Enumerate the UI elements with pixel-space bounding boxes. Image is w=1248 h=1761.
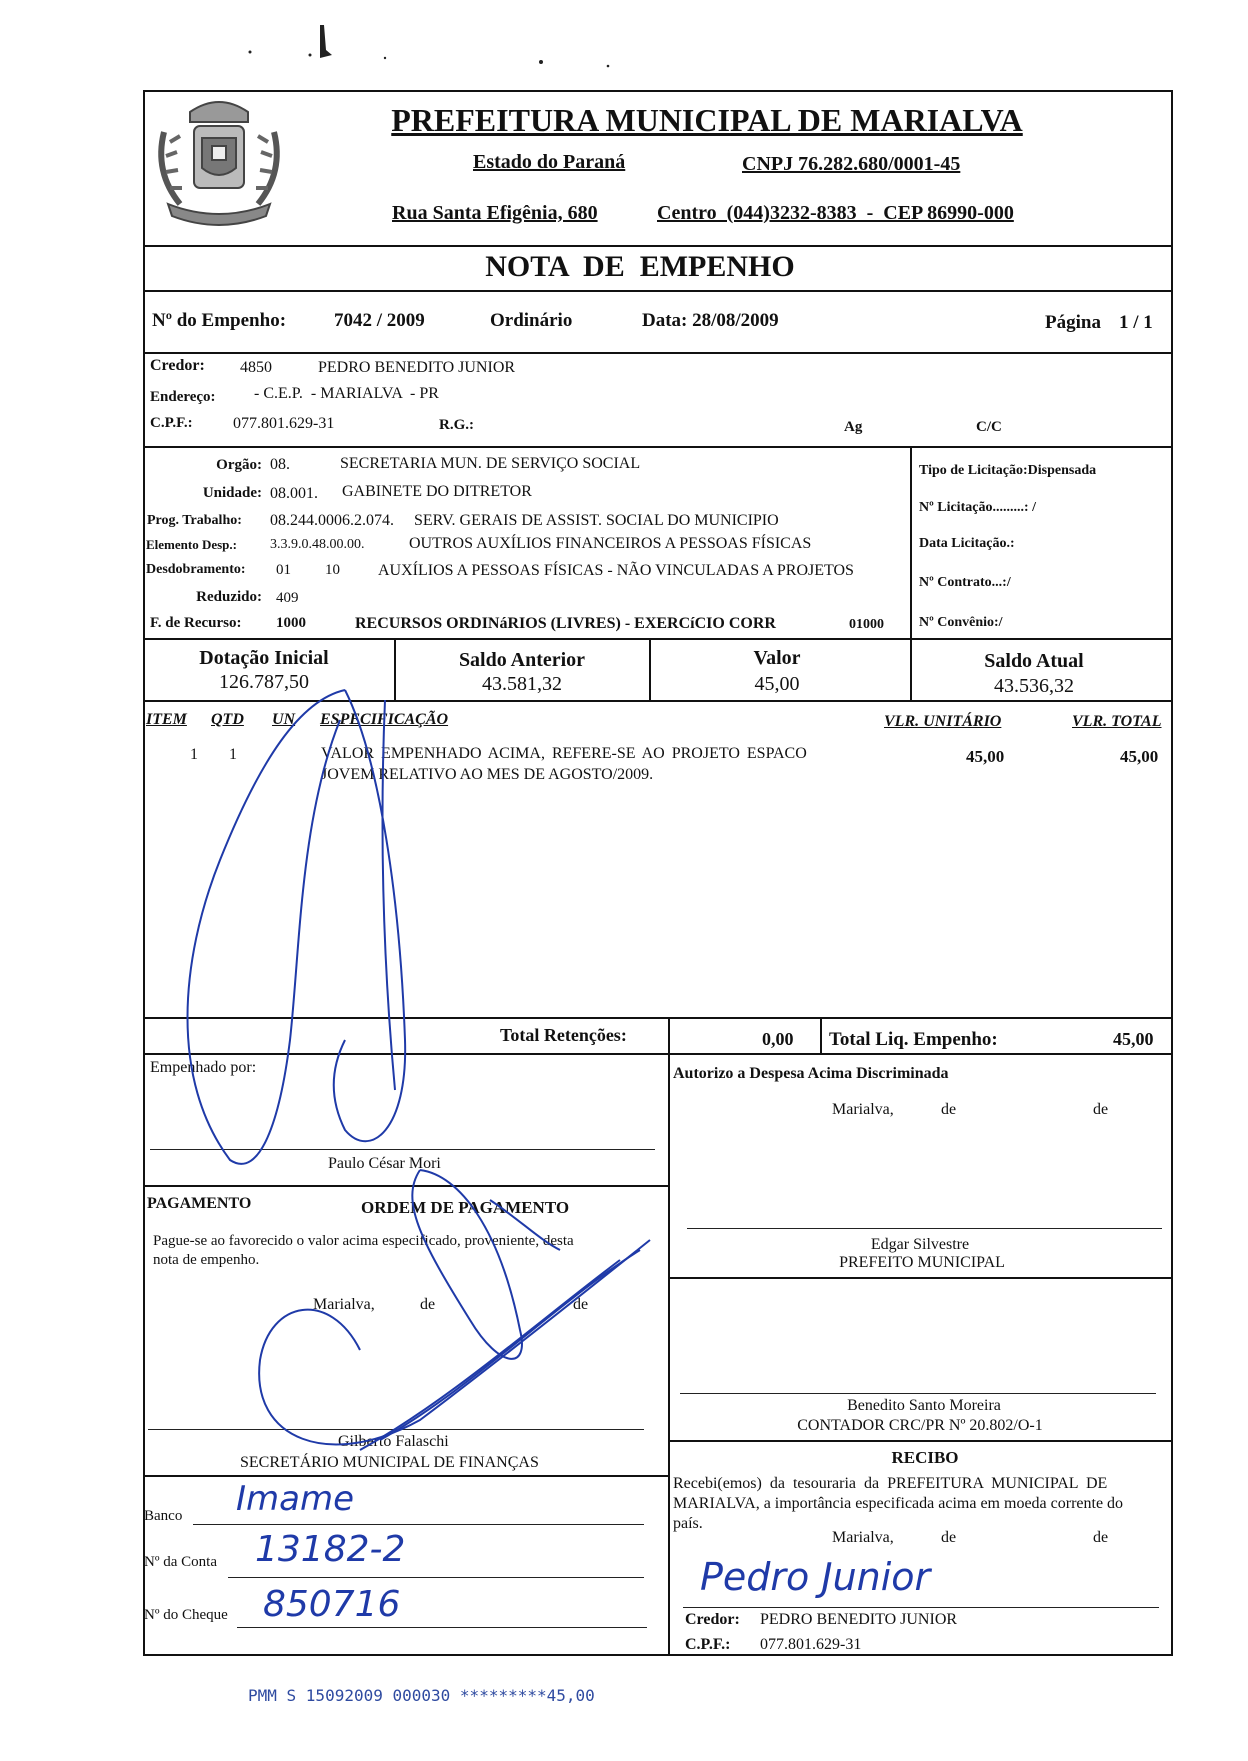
col-header-especificacao: ESPECIFICAÇÃO <box>320 711 449 728</box>
item-number: 1 <box>190 746 198 763</box>
reduzido-value: 409 <box>276 590 299 606</box>
item-spec-line-2: JOVEM RELATIVO AO MES DE AGOSTO/2009. <box>321 766 654 783</box>
recibo-text-line-3: país. <box>673 1515 703 1532</box>
prog-trabalho-desc: SERV. GERAIS DE ASSIST. SOCIAL DO MUNICIPIO <box>414 512 779 529</box>
dotacao-inicial-value: 126.787,50 <box>219 671 309 693</box>
conta-corrente-label: C/C <box>976 419 1002 435</box>
col-header-un: UN <box>272 711 296 728</box>
page-number: 1 / 1 <box>1119 312 1153 333</box>
cnpj-label: CNPJ 76.282.680/0001-45 <box>742 153 961 175</box>
dotacao-inicial-label: Dotação Inicial <box>199 647 329 669</box>
pagamento-text-line-1: Pague-se ao favorecido o valor acima especificado, proveniente, desta <box>153 1233 574 1249</box>
recurso-code-2: 01000 <box>849 617 884 632</box>
prog-trabalho-code: 08.244.0006.2.074. <box>270 512 394 529</box>
rg-label: R.G.: <box>439 417 474 433</box>
pagamento-de-2: de <box>573 1296 589 1313</box>
item-unit-value: 45,00 <box>966 747 1005 766</box>
state-label: Estado do Paraná <box>473 151 626 173</box>
total-retencoes-value: 0,00 <box>762 1029 794 1049</box>
item-total-value: 45,00 <box>1120 747 1159 766</box>
numero-licitacao: Nº Licitação.........: / <box>919 500 1036 515</box>
recibo-signature: Pedro Junior <box>700 1555 931 1599</box>
pagamento-de-1: de <box>420 1296 436 1313</box>
contact-label: Centro (044)3232-8383 - CEP 86990-000 <box>657 202 1014 224</box>
reduzido-label: Reduzido: <box>196 589 262 605</box>
recibo-de-1: de <box>941 1529 957 1546</box>
elemento-label: Elemento Desp.: <box>146 537 237 552</box>
col-header-item: ITEM <box>146 711 187 728</box>
pagamento-city: Marialva, <box>313 1296 375 1313</box>
autorizo-de-2: de <box>1093 1101 1109 1118</box>
recurso-label: F. de Recurso: <box>150 615 242 631</box>
numero-conta-value: 13182-2 <box>255 1529 406 1570</box>
document-title: NOTA DE EMPENHO <box>485 250 795 283</box>
street-label: Rua Santa Efigênia, 680 <box>392 202 598 224</box>
scan-specks-icon <box>240 20 620 80</box>
orgao-code: 08. <box>270 456 290 473</box>
recibo-cpf-value: 077.801.629-31 <box>760 1636 862 1653</box>
numero-contrato: Nº Contrato...:/ <box>919 575 1011 590</box>
prefeito-name: Edgar Silvestre <box>870 1236 970 1253</box>
empenho-label: Nº do Empenho: <box>152 310 287 331</box>
numero-cheque-value: 850716 <box>263 1584 401 1625</box>
orgao-desc: SECRETARIA MUN. DE SERVIÇO SOCIAL <box>340 455 641 472</box>
autorizo-label: Autorizo a Despesa Acima Discriminada <box>673 1065 949 1082</box>
numero-convenio: Nº Convênio:/ <box>919 615 1003 630</box>
desdobramento-code-b: 10 <box>325 562 340 578</box>
total-liquido-value: 45,00 <box>1113 1029 1154 1049</box>
unidade-desc: GABINETE DO DITRETOR <box>342 483 532 500</box>
contador-role: CONTADOR CRC/PR Nº 20.802/O-1 <box>797 1417 1043 1434</box>
ordem-pagamento-label: ORDEM DE PAGAMENTO <box>361 1198 570 1217</box>
data-licitacao: Data Licitação.: <box>919 536 1015 551</box>
numero-cheque-label: Nº do Cheque <box>144 1607 228 1623</box>
secretario-role: SECRETÁRIO MUNICIPAL DE FINANÇAS <box>240 1454 539 1471</box>
secretario-name: Gilberto Falaschi <box>338 1433 449 1450</box>
total-liquido-label: Total Liq. Empenho: <box>829 1029 998 1050</box>
prefeito-role: PREFEITO MUNICIPAL <box>839 1254 1005 1271</box>
payment-stamp: PMM S 15092009 000030 *********45,00 <box>248 1686 595 1705</box>
credor-label: Credor: <box>150 357 205 374</box>
elemento-code: 3.3.9.0.48.00.00. <box>270 537 365 552</box>
recurso-desc: RECURSOS ORDINáRIOS (LIVRES) - EXERCíCIO CORR <box>355 615 776 632</box>
empenho-type: Ordinário <box>490 310 573 331</box>
recibo-text-line-2: MARIALVA, a importância especificada acima em moeda corrente do <box>673 1495 1124 1512</box>
valor-label: Valor <box>753 647 801 669</box>
recibo-credor-label: Credor: <box>685 1611 740 1628</box>
page-title: PREFEITURA MUNICIPAL DE MARIALVA <box>391 102 1023 138</box>
recibo-title: RECIBO <box>891 1448 959 1467</box>
saldo-atual-label: Saldo Atual <box>984 650 1084 672</box>
credor-code: 4850 <box>240 359 272 376</box>
recibo-credor-value: PEDRO BENEDITO JUNIOR <box>760 1611 958 1628</box>
empenhado-por-name: Paulo César Mori <box>328 1155 441 1172</box>
credor-name: PEDRO BENEDITO JUNIOR <box>318 359 516 376</box>
valor-value: 45,00 <box>754 673 800 695</box>
saldo-atual-value: 43.536,32 <box>994 675 1074 697</box>
desdobramento-code-a: 01 <box>276 562 291 578</box>
recibo-cpf-label: C.P.F.: <box>685 1636 731 1653</box>
cpf-value: 077.801.629-31 <box>233 415 335 432</box>
banco-label: Banco <box>144 1508 183 1524</box>
col-header-vlr-unitario: VLR. UNITÁRIO <box>884 713 1002 730</box>
unidade-label: Unidade: <box>202 485 262 501</box>
total-retencoes-label: Total Retenções: <box>500 1025 627 1045</box>
contador-name: Benedito Santo Moreira <box>847 1397 1001 1414</box>
col-header-vlr-total: VLR. TOTAL <box>1072 713 1162 730</box>
item-spec-line-1: VALOR EMPENHADO ACIMA, REFERE-SE AO PROJETO ESPACO <box>321 745 807 762</box>
recibo-de-2: de <box>1093 1529 1109 1546</box>
endereco-value: - C.E.P. - MARIALVA - PR <box>254 385 439 402</box>
agencia-label: Ag <box>844 419 863 435</box>
elemento-desc: OUTROS AUXÍLIOS FINANCEIROS A PESSOAS FÍSICAS <box>409 535 812 552</box>
pagamento-label: PAGAMENTO <box>147 1195 252 1212</box>
desdobramento-desc: AUXÍLIOS A PESSOAS FÍSICAS - NÃO VINCULADAS A PROJETOS <box>378 562 854 579</box>
endereco-label: Endereço: <box>150 389 216 405</box>
tipo-licitacao: Tipo de Licitação:Dispensada <box>919 463 1097 478</box>
empenho-number: 7042 / 2009 <box>334 310 425 331</box>
autorizo-de-1: de <box>941 1101 957 1118</box>
pagamento-text-line-2: nota de empenho. <box>153 1252 260 1268</box>
empenhado-por-label: Empenhado por: <box>150 1059 257 1076</box>
item-qtd: 1 <box>229 746 237 763</box>
page-label: Página <box>1045 312 1101 333</box>
col-header-qtd: QTD <box>211 711 244 728</box>
prog-trabalho-label: Prog. Trabalho: <box>147 513 242 528</box>
orgao-label: Orgão: <box>216 457 262 473</box>
desdobramento-label: Desdobramento: <box>146 562 246 577</box>
unidade-code: 08.001. <box>270 485 318 502</box>
autorizo-city: Marialva, <box>832 1101 894 1118</box>
saldo-anterior-label: Saldo Anterior <box>458 649 586 671</box>
saldo-anterior-value: 43.581,32 <box>482 673 562 695</box>
numero-conta-label: Nº da Conta <box>144 1554 217 1570</box>
cpf-label: C.P.F.: <box>150 415 193 431</box>
recurso-code: 1000 <box>276 615 306 631</box>
banco-value: Imame <box>236 1479 355 1519</box>
recibo-city: Marialva, <box>832 1529 894 1546</box>
recibo-text-line-1: Recebi(emos) da tesouraria da PREFEITURA MUNICIPAL DE <box>673 1475 1108 1492</box>
empenho-date: Data: 28/08/2009 <box>642 310 779 331</box>
